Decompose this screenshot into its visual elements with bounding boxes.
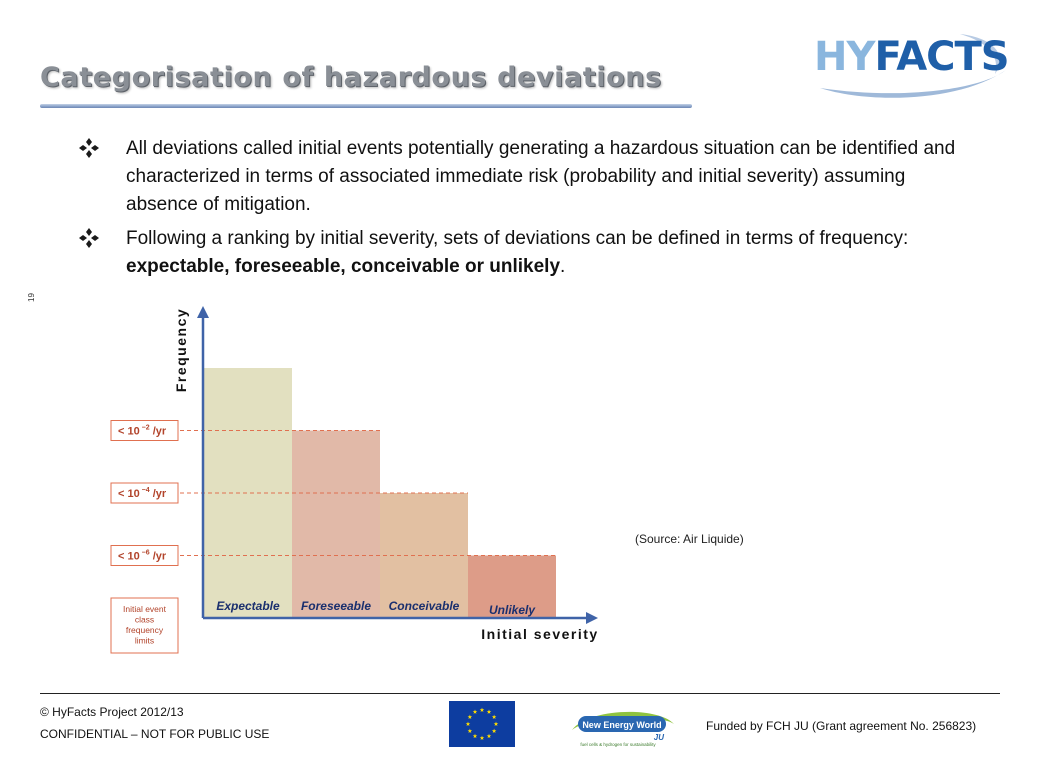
- frequency-severity-chart: [100, 300, 600, 660]
- new-energy-world-logo: [568, 704, 678, 748]
- partner-logo-text: New Energy World: [582, 720, 662, 730]
- partner-tagline: fuel cells & hydrogen for sustainability: [580, 742, 656, 747]
- hyfacts-logo: [810, 26, 1010, 106]
- svg-text:New Energy World: [582, 720, 661, 730]
- threshold-label-2: < 10 $^{-4}$ /yr: [118, 487, 167, 500]
- legend-box: [111, 598, 178, 653]
- category-label-foreseeable: Foreseeable: [300, 599, 372, 613]
- logo-text-facts: FACTS: [874, 34, 1009, 80]
- x-axis-arrow-icon: [586, 612, 598, 624]
- threshold-label-3: < 10 $^{-6}$ /yr: [118, 549, 167, 563]
- footer-funded: Funded by FCH JU (Grant agreement No. 256823): [706, 719, 977, 733]
- page-title: Categorisation of hazardous deviations: [40, 62, 662, 93]
- x-axis-label: Initial severity: [481, 626, 599, 642]
- bullet-item-2: [78, 225, 958, 281]
- footer-copyright: © HyFacts Project 2012/13: [40, 705, 184, 719]
- four-diamond-bullet-icon: [78, 227, 100, 249]
- threshold-label-1: < 10 $^{-2}$ /yr: [118, 424, 167, 438]
- bullet-text-bold: expectable, foreseeable, conceivable or unlikely: [126, 256, 561, 277]
- y-axis-arrow-icon: [197, 306, 209, 318]
- category-label-conceivable: Conceivable: [388, 599, 460, 613]
- eu-flag-icon: [449, 701, 515, 747]
- bar-foreseeable: [292, 431, 380, 619]
- logo-text-hy: HY: [814, 34, 875, 80]
- partner-logo-sub: JU: [653, 733, 664, 742]
- hyfacts-logo-text: [814, 34, 1009, 80]
- footer-confidential: CONFIDENTIAL – NOT FOR PUBLIC USE: [40, 727, 270, 741]
- bullet-item-1: [78, 135, 958, 219]
- category-label-unlikely: Unlikely: [488, 603, 536, 617]
- bullet-list: [78, 135, 958, 287]
- y-axis-label: Frequency: [173, 307, 189, 393]
- bullet-text-after: .: [560, 256, 566, 277]
- footer-divider: [40, 693, 1000, 694]
- bullet-text-before: Following a ranking by initial severity, sets of deviations can be defined in terms of frequency:: [126, 228, 909, 249]
- legend-box-text: Initial event class frequency limits: [123, 604, 166, 646]
- category-label-expectable: Expectable: [216, 599, 280, 613]
- bullet-text: All deviations called initial events potentially generating a hazardous situation can be identified and characterized in terms of associated immediate risk (probability and initial severity) assuming absence of mitigation.: [126, 138, 956, 215]
- source-note: (Source: Air Liquide): [635, 532, 744, 546]
- slide-number: 19: [27, 293, 36, 302]
- four-diamond-bullet-icon: [78, 137, 100, 159]
- title-underline: [40, 104, 692, 108]
